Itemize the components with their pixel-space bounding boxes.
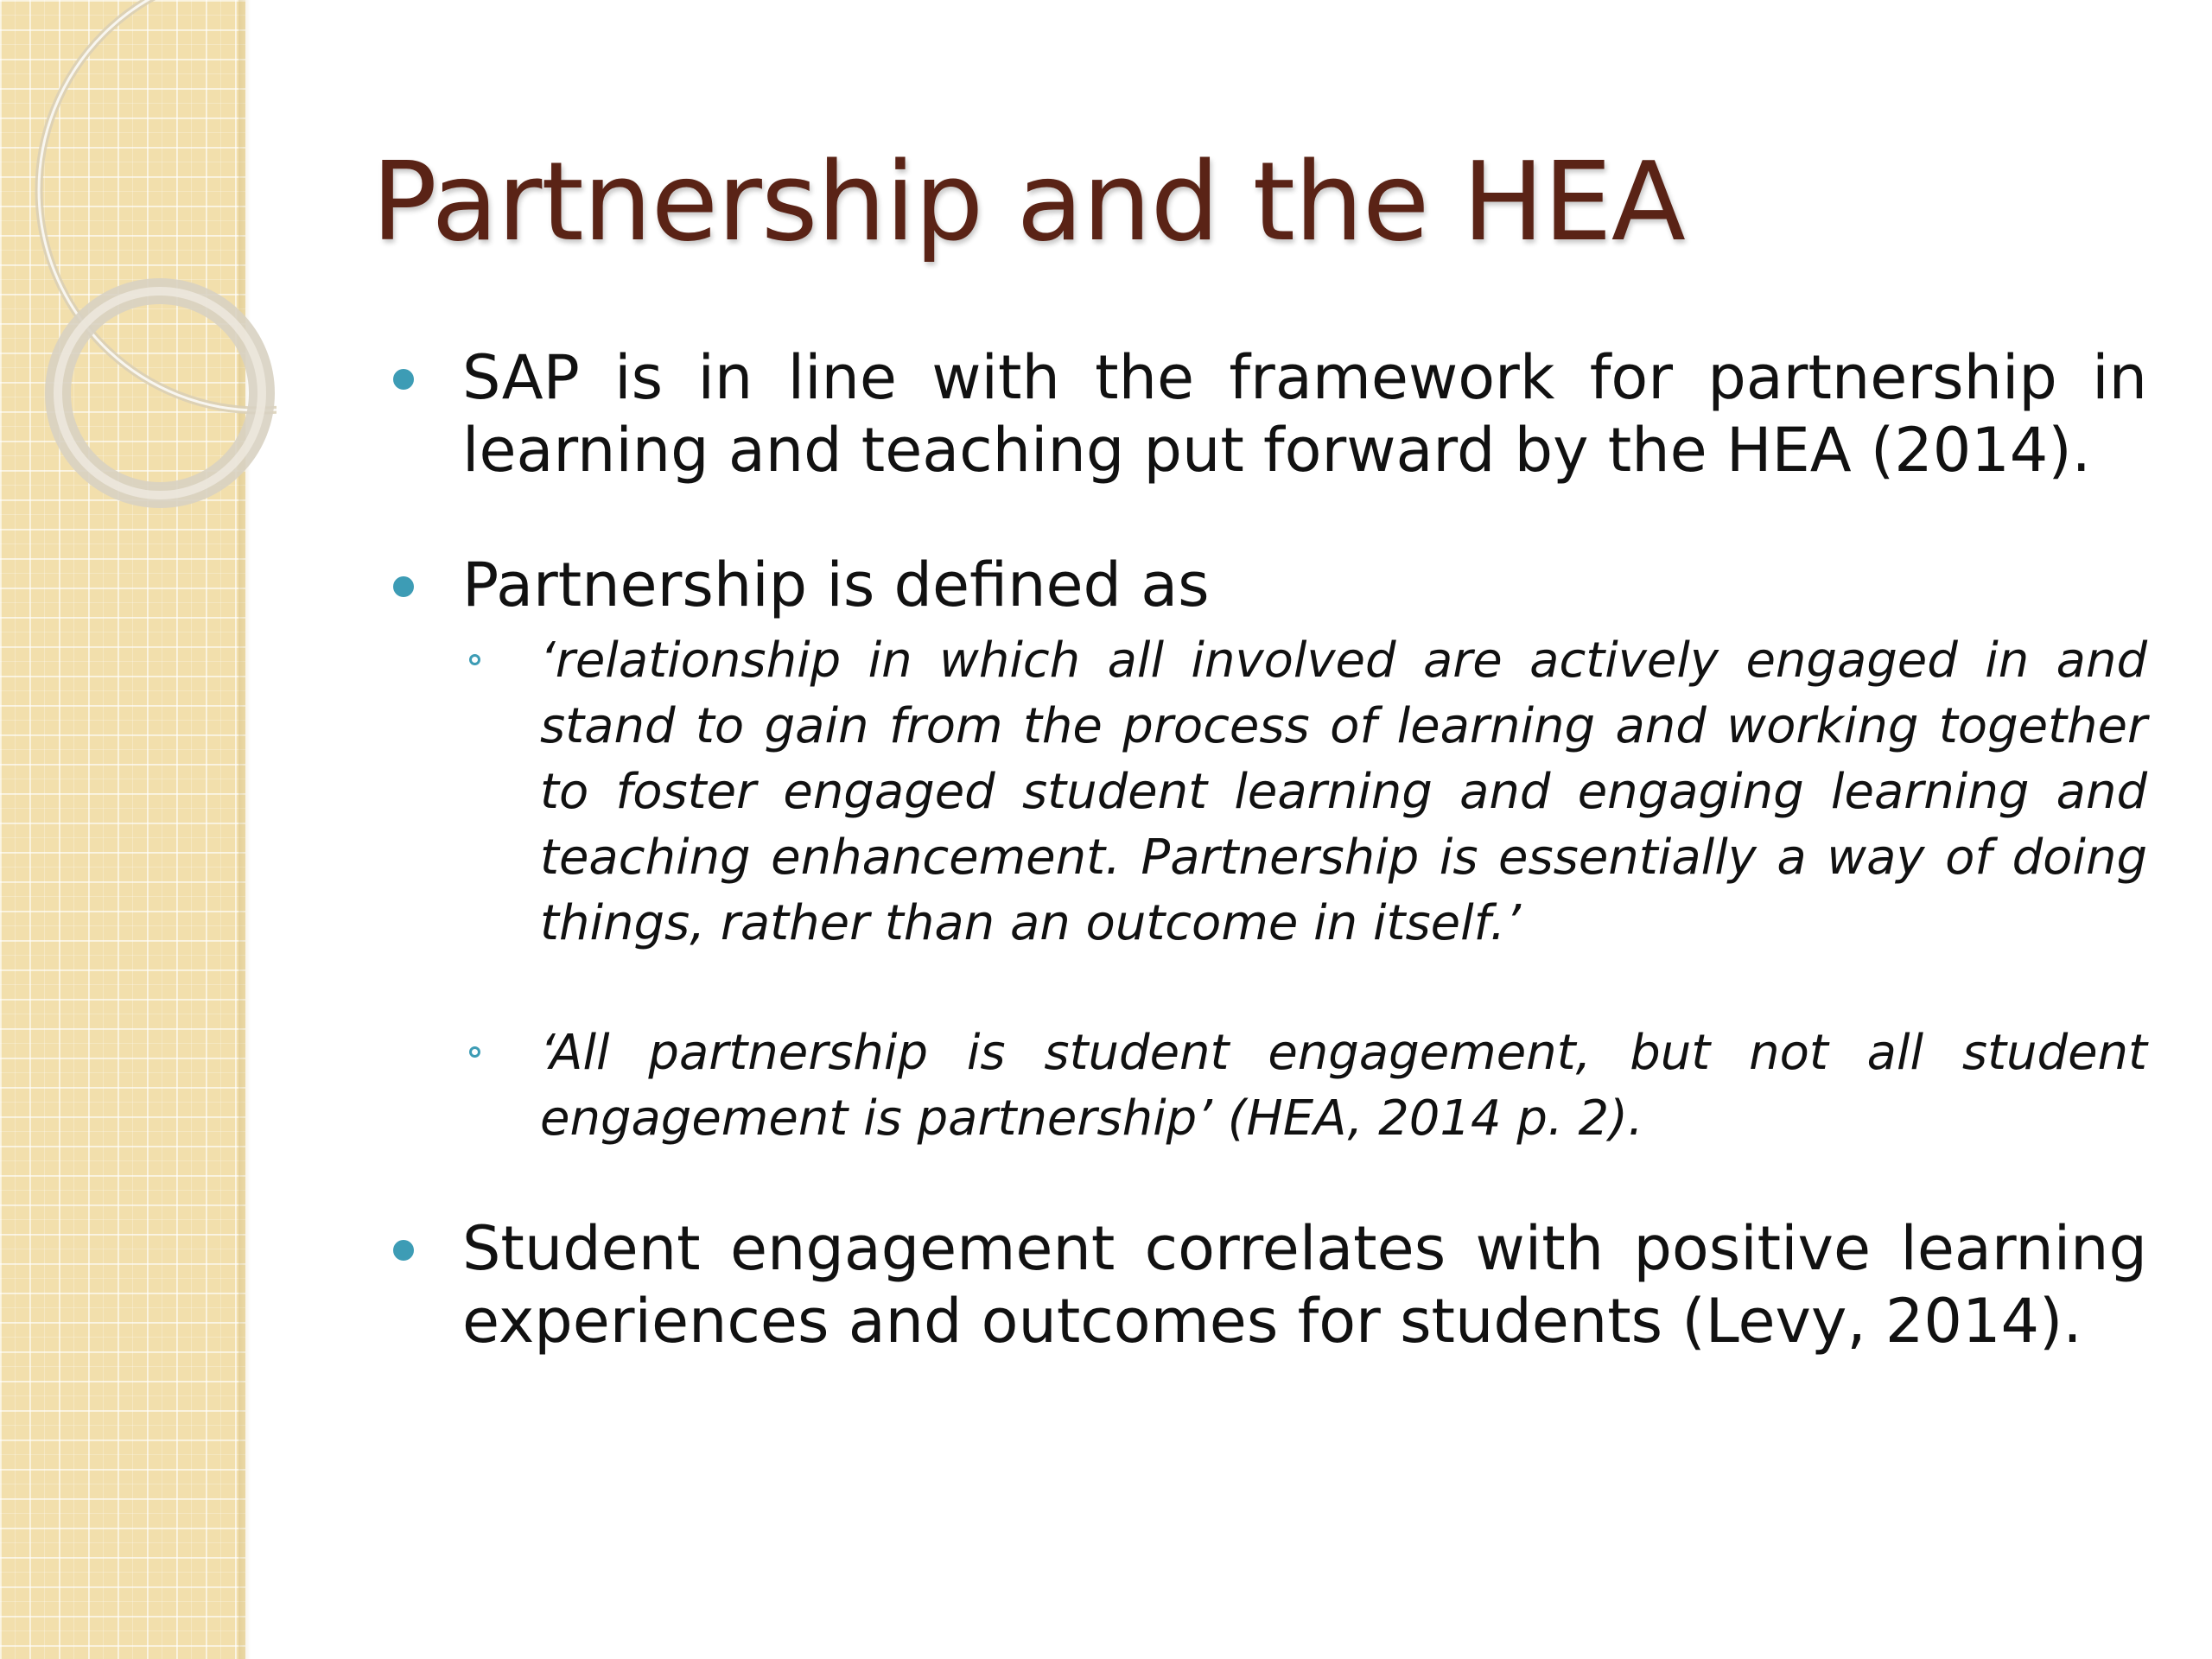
bullet-list bbox=[385, 341, 2147, 1357]
bullet-icon bbox=[393, 369, 414, 390]
bullet-item bbox=[385, 341, 2147, 486]
sub-bullet-icon bbox=[469, 1046, 480, 1058]
sub-bullet-icon bbox=[469, 654, 480, 665]
decorative-rings bbox=[0, 0, 276, 553]
bullet-item bbox=[385, 549, 2147, 1152]
bullet-icon bbox=[393, 576, 414, 597]
bullet-text: Partnership is defined as bbox=[462, 550, 1210, 620]
bullet-item bbox=[385, 1212, 2147, 1357]
bullet-icon bbox=[393, 1240, 414, 1261]
sub-bullet-item bbox=[469, 1020, 2147, 1152]
sub-bullet-item bbox=[469, 628, 2147, 957]
slide-title: Partnership and the HEA bbox=[372, 138, 1685, 265]
bullet-text: Student engagement correlates with positive learning experiences and outcomes for students (Levy, 2014). bbox=[462, 1213, 2147, 1357]
sub-bullet-text: ‘relationship in which all involved are actively engaged in and stand to gain from the process of learning and working together to foster engaged student learning and engaging learning and teaching enhancement. Partnership is essentially a way of doing things, rather than an outcome in itself.’ bbox=[540, 632, 2147, 951]
sub-bullet-text: ‘All partnership is student engagement, but not all student engagement is partnership’ (HEA, 2014 p. 2). bbox=[540, 1025, 2147, 1147]
bullet-text: SAP is in line with the framework for partnership in learning and teaching put forward by the HEA (2014). bbox=[462, 342, 2147, 486]
